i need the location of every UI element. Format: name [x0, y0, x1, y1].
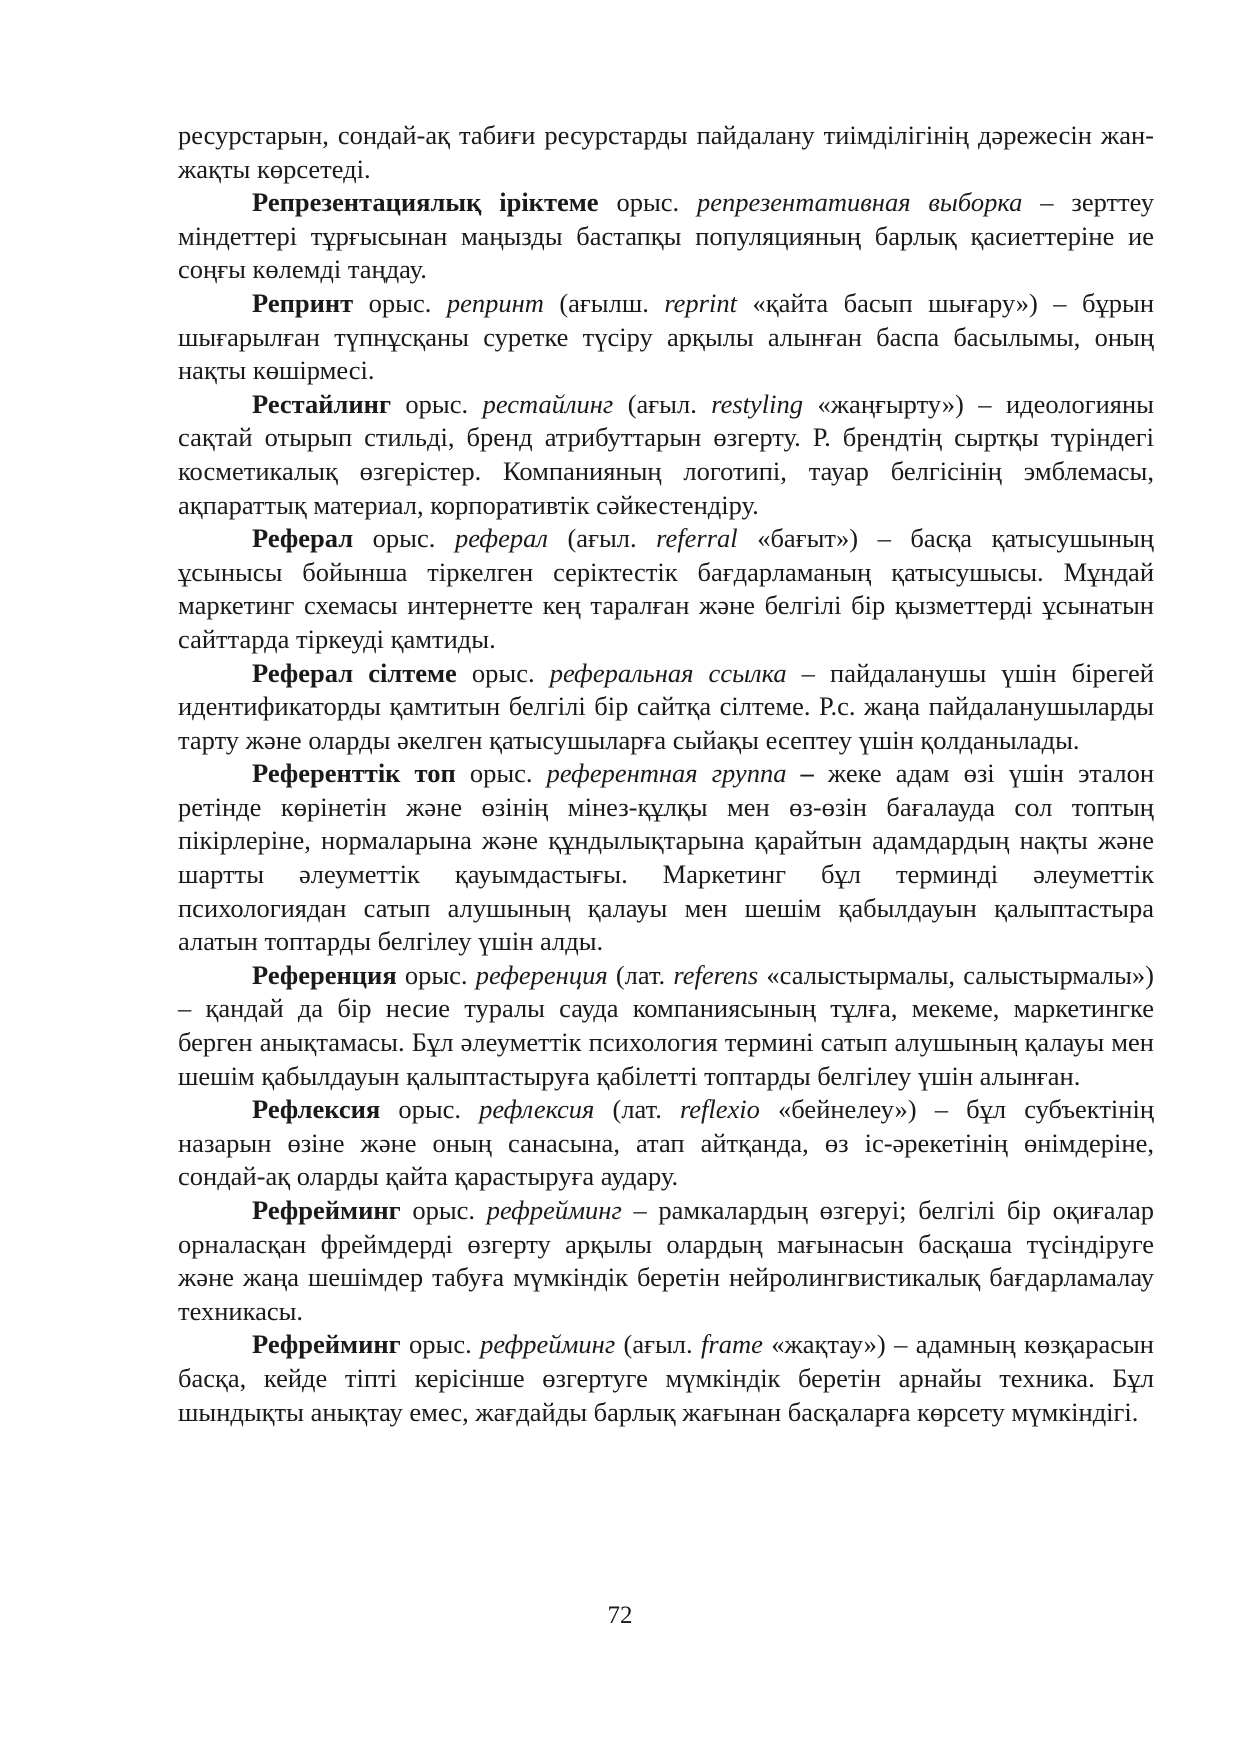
entry-restyling: Рестайлинг орыс. рестайлинг (ағыл. restyling «жаңғырту») – идеологияны сақтай отырып стильді, бренд атрибуттарын өзгерту. Р. брендтің сыртқы түріндегі косметикалық өзгерістер. Компанияның логотипі, тауар белгісінің эмблемасы, ақпараттық материал, корпоративтік сәйкестендіру. — [178, 388, 1154, 520]
page-number: 72 — [607, 1602, 633, 1629]
entry-reference-group: Референттік топ орыс. референтная группа – жеке адам өзі үшін эталон ретінде көрінетін және өзінің мінез-құлқы мен өз-өзін бағалауда сол топтың пікірлеріне, нормаларына және құндылықтарына қарайтын адамдардың нақты және шартты әлеуметтік қауымдастығы. Маркетинг бұл терминді әлеуметтік психологиядан сатып алушының қалауы мен шешім қабылдауын қалыптастыра алатын топтарды белгілеу үшін алды. — [178, 758, 1155, 957]
entry-referral: Реферал орыс. реферал (ағыл. referral «бағыт») – басқа қатысушының ұсынысы бойынша тіркелген серіктестік бағдарламаның қатысушысы. Мұндай маркетинг схемасы интернетте кең таралған және белгілі бір қызметтерді ұсынатын сайттарда тіркеуді қамтиды. — [178, 523, 1154, 654]
continuation-paragraph: ресурстарын, сондай-ақ табиғи ресурстарды пайдалану тиімділігінің дәрежесін жан-жақты көрсетеді. — [178, 120, 1154, 184]
entry-term: Рестайлинг — [252, 388, 391, 419]
entry-term: Репринт — [252, 287, 354, 318]
entry-term: Референттік топ — [252, 758, 456, 789]
entry-term: Рефлексия — [252, 1094, 381, 1125]
entry-reflection: Рефлексия орыс. рефлексия (лат. reflexio «бейнелеу») – бұл субъектінің назарын өзіне және оның санасына, атап айтқанда, өз іс-әрекетінің өнімдеріне, сондай-ақ оларды қайта қарастыруға аудару. — [178, 1094, 1154, 1192]
entry-term: Референция — [252, 959, 397, 990]
entry-reframing-1: Рефрейминг орыс. рефрейминг – рамкалардың өзгеруі; белгілі бір оқиғалар орналасқан фреймдерді өзгерту арқылы олардың мағынасын басқаша түсіндіруге және жаңа шешімдер табуға мүмкіндік беретін нейролингвистикалық бағдарламалау техникасы. — [178, 1195, 1154, 1326]
entry-referral-link: Реферал сілтеме орыс. реферальная ссылка – пайдаланушы үшін бірегей идентификаторды қамтитын белгілі бір сайтқа сілтеме. Р.с. жаңа пайдаланушыларды тарту және оларды әкелген қатысушыларға сыйақы есептеу үшін қолданылады. — [178, 657, 1154, 755]
entry-term: Реферал — [252, 523, 354, 554]
entry-term: Рефрейминг — [252, 1195, 401, 1225]
entry-representative-sample: Репрезентациялық іріктеме орыс. репрезентативная выборка – зерттеу міндеттері тұрғысынан маңызды бастапқы популяцияның барлық қасиеттеріне ие соңғы көлемді таңдау. — [178, 187, 1154, 285]
entry-reprint: Репринт орыс. репринт (ағылш. reprint «қайта басып шығару») – бұрын шығарылған түпнұсқаны суретке түсіру арқылы алынған баспа басылымы, оның нақты көшірмесі. — [178, 287, 1154, 386]
entry-reframing-2: Рефрейминг орыс. рефрейминг (ағыл. frame «жақтау») – адамның көзқарасын басқа, кейде тіпті керісінше өзгертуге мүмкіндік беретін арнайы техника. Бұл шындықты анықтау емес, жағдайды барлық жағынан басқаларға көрсету мүмкіндігі. — [178, 1329, 1154, 1427]
entry-term: Репрезентациялық іріктеме — [252, 187, 599, 218]
entry-reference: Референция орыс. референция (лат. referens «салыстырмалы, салыстырмалы») – қандай да бір несие туралы сауда компаниясының тұлға, мекеме, маркетингке берген анықтамасы. Бұл әлеуметтік психология термині сатып алушының қалауы мен шешім қабылдауын қалыптастыруға қабілетті топтарды белгілеу үшін алынған. — [178, 959, 1154, 1091]
entry-term: Рефрейминг — [252, 1329, 401, 1360]
entry-term: Реферал сілтеме — [252, 657, 457, 688]
page-body — [178, 119, 1154, 1429]
